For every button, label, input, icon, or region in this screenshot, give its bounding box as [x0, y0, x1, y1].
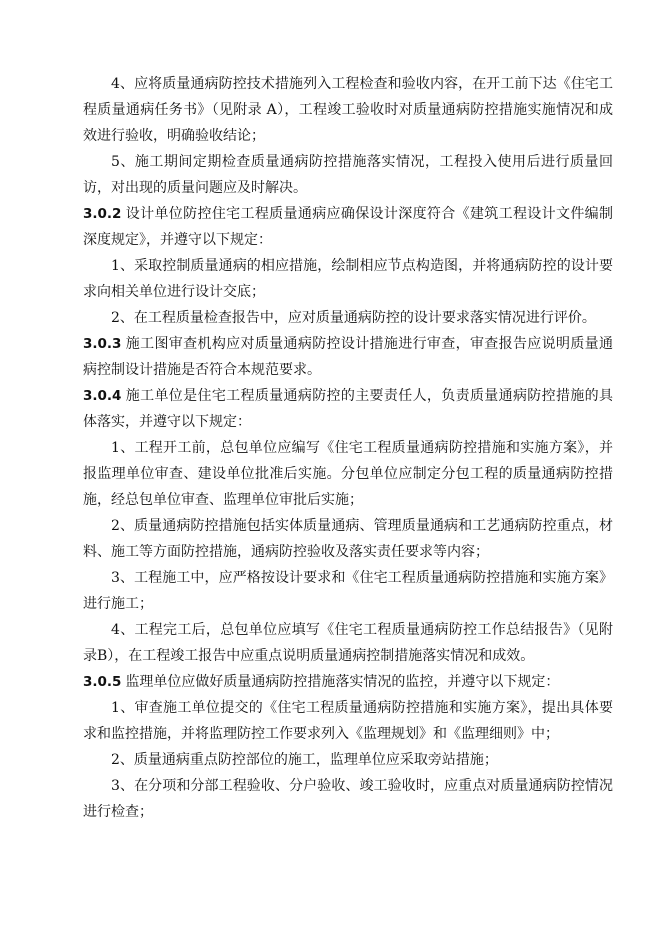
paragraph-text: 3、在分项和分部工程验收、分户验收、竣工验收时，应重点对质量通病防控情况进行检查；: [83, 778, 613, 820]
clause-paragraph: [83, 383, 613, 435]
paragraph-text: 3、工程施工中，应严格按设计要求和《住宅工程质量通病防控措施和实施方案》进行施工；: [83, 570, 613, 612]
list-item: [83, 71, 613, 149]
list-item: [83, 253, 613, 305]
document-body: [83, 71, 613, 825]
clause-paragraph: [83, 331, 613, 383]
clause-paragraph: [83, 669, 613, 695]
clause-number: 3.0.5: [83, 674, 122, 690]
paragraph-text: 2、在工程质量检查报告中，应对质量通病防控的设计要求落实情况进行评价。: [111, 310, 596, 326]
paragraph-text: 施工单位是住宅工程质量通病防控的主要责任人，负责质量通病防控措施的具体落实，并遵守以下规定：: [83, 388, 613, 430]
paragraph-text: 5、施工期间定期检查质量通病防控措施落实情况，工程投入使用后进行质量回访，对出现的质量问题应及时解决。: [83, 154, 613, 196]
list-item: [83, 747, 613, 773]
list-item: [83, 773, 613, 825]
paragraph-text: 4、工程完工后，总包单位应填写《住宅工程质量通病防控工作总结报告》（见附录B），在工程竣工报告中应重点说明质量通病控制措施落实情况和成效。: [83, 622, 613, 664]
paragraph-text: 监理单位应做好质量通病防控措施落实情况的监控，并遵守以下规定：: [125, 674, 560, 690]
paragraph-text: 设计单位防控住宅工程质量通病应确保设计深度符合《建筑工程设计文件编制深度规定》，并遵守以下规定：: [83, 206, 613, 248]
paragraph-text: 2、质量通病重点防控部位的施工，监理单位应采取旁站措施；: [111, 752, 498, 768]
list-item: [83, 695, 613, 747]
paragraph-text: 4、应将质量通病防控技术措施列入工程检查和验收内容，在开工前下达《住宅工程质量通病任务书》（见附录 A），工程竣工验收时对质量通病防控措施实施情况和成效进行验收，明确验收结论；: [83, 76, 613, 144]
clause-number: 3.0.2: [83, 206, 122, 222]
list-item: [83, 435, 613, 513]
paragraph-text: 1、工程开工前，总包单位应编写《住宅工程质量通病防控措施和实施方案》，并报监理单位审查、建设单位批准后实施。分包单位应制定分包工程的质量通病防控措施，经总包单位审查、监理单位审批后实施；: [83, 440, 613, 508]
list-item: [83, 513, 613, 565]
list-item: [83, 305, 613, 331]
paragraph-text: 施工图审查机构应对质量通病防控设计措施进行审查，审查报告应说明质量通病控制设计措施是否符合本规范要求。: [83, 336, 613, 378]
list-item: [83, 565, 613, 617]
list-item: [83, 617, 613, 669]
clause-paragraph: [83, 201, 613, 253]
clause-number: 3.0.3: [83, 336, 122, 352]
paragraph-text: 1、审查施工单位提交的《住宅工程质量通病防控措施和实施方案》，提出具体要求和监控措施，并将监理防控工作要求列入《监理规划》和《监理细则》中；: [83, 700, 613, 742]
paragraph-text: 2、质量通病防控措施包括实体质量通病、管理质量通病和工艺通病防控重点，材料、施工等方面防控措施，通病防控验收及落实责任要求等内容；: [83, 518, 613, 560]
list-item: [83, 149, 613, 201]
clause-number: 3.0.4: [83, 388, 122, 404]
paragraph-text: 1、采取控制质量通病的相应措施，绘制相应节点构造图，并将通病防控的设计要求向相关单位进行设计交底；: [83, 258, 613, 300]
